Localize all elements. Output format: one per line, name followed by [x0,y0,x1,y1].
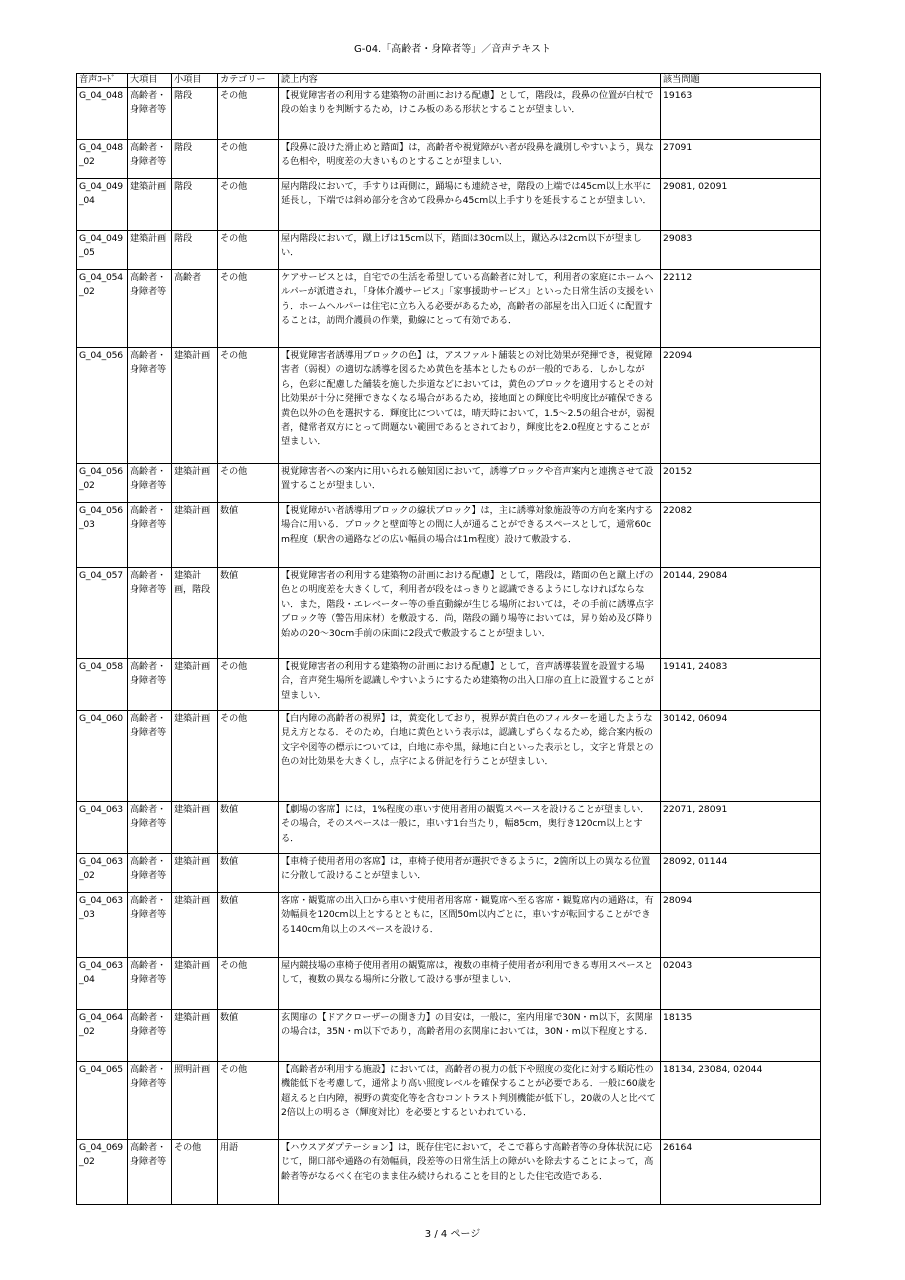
cell-category: 数値 [218,854,279,893]
cell-major: 建築計画 [128,179,172,231]
header-content: 読上内容 [279,74,661,88]
cell-major: 高齢者・身障者等 [128,802,172,854]
header-problems: 該当問題 [661,74,821,88]
cell-content: ケアサービスとは，自宅での生活を希望している高齢者に対して，利用者の家庭にホームヘルパーが派遣され，「身体介護サービス」「家事援助サービス」といった日常生活の支援をいう．ホームヘルパーは住宅に立ち入る必要があるため，高齢者の部屋を出入口近くに配置することは，訪問介護員の作業，動線にとって有効である． [279,270,661,348]
cell-category: 数値 [218,802,279,854]
cell-content: 【高齢者が利用する施設】においては，高齢者の視力の低下や照度の変化に対する順応性の機能低下を考慮して，通常より高い照度レベルを確保することが必要である．一般に60歳を超えると白内障，視野の黄変化等を含むコントラスト判別機能が低下し，20歳の人と比べて2倍以上の明るさ（輝度対比）を必要とするといわれている． [279,1062,661,1140]
cell-code: G_04_060 [77,711,128,802]
cell-content: 【視覚障害者誘導用ブロックの色】は，アスファルト舗装との対比効果が発揮でき，視覚障害者（弱視）の適切な誘導を図るため黄色を基本としたものが一般的である．しかしながら，色彩に配慮した舗装を施した歩道などにおいては，黄色のブロックを適用するとその対比効果が十分に発揮できなくなる場合があるため，接地面との輝度比や明度比が確保できる黄色以外の色を選択する．輝度比については，晴天時において，1.5～2.5の組合せが，弱視者，健常者双方にとって問題ない範囲であるとされており，輝度比を2.0程度とすることが望ましい． [279,348,661,464]
cell-minor: 照明計画 [172,1062,218,1140]
cell-major: 高齢者・身障者等 [128,88,172,140]
cell-major: 高齢者・身障者等 [128,958,172,1010]
cell-category: その他 [218,231,279,270]
header-major: 大項目 [128,74,172,88]
cell-minor: 建築計画 [172,854,218,893]
cell-minor: 建築計画 [172,1010,218,1062]
cell-minor: 高齢者 [172,270,218,348]
cell-category: その他 [218,88,279,140]
cell-major: 高齢者・身障者等 [128,1140,172,1205]
cell-minor: その他 [172,1140,218,1205]
cell-minor: 建築計画 [172,348,218,464]
cell-major: 高齢者・身障者等 [128,1010,172,1062]
cell-content: 【視覚障害者の利用する建築物の計画における配慮】として，階段は，踏面の色と蹴上げの色との明度差を大きくして，利用者が段をはっきりと認識できるようにしなければならない．また，階段・エレベーター等の垂直動線が生じる場所においては，その手前に誘導点字ブロック等（警告用床材）を敷設する．尚，階段の踊り場等においては，昇り始め及び降り始めの20～30cm手前の床面に2段式で敷設することが望ましい． [279,568,661,659]
table-row [77,231,821,270]
cell-major: 高齢者・身障者等 [128,503,172,568]
cell-problems: 02043 [661,958,821,1010]
cell-problems: 30142, 06094 [661,711,821,802]
cell-code: G_04_063_02 [77,854,128,893]
cell-minor: 建築計画 [172,893,218,958]
cell-problems: 29083 [661,231,821,270]
cell-major: 建築計画 [128,231,172,270]
cell-minor: 建築計画，階段 [172,568,218,659]
table-row [77,1010,821,1062]
cell-code: G_04_048 [77,88,128,140]
table-row [77,464,821,503]
cell-problems: 28092, 01144 [661,854,821,893]
cell-minor: 階段 [172,179,218,231]
table-row [77,568,821,659]
cell-code: G_04_063_04 [77,958,128,1010]
cell-minor: 建築計画 [172,659,218,711]
cell-content: 屋内階段において，手すりは両側に，踊場にも連続させ，階段の上端では45cm以上水平に延長し，下端では斜め部分を含めて段鼻から45cm以上手すりを延長することが望ましい． [279,179,661,231]
table-row [77,1140,821,1205]
cell-problems: 29081, 02091 [661,179,821,231]
cell-code: G_04_049_05 [77,231,128,270]
cell-problems: 19141, 24083 [661,659,821,711]
cell-minor: 建築計画 [172,503,218,568]
cell-minor: 建築計画 [172,802,218,854]
cell-content: 【視覚障害者の利用する建築物の計画における配慮】として，階段は，段鼻の位置が白杖で段の始まりを判断するため，けこみ板のある形状とすることが望ましい． [279,88,661,140]
table-header-row [77,74,821,88]
cell-problems: 27091 [661,140,821,179]
cell-category: その他 [218,711,279,802]
cell-code: G_04_069_02 [77,1140,128,1205]
cell-problems: 18135 [661,1010,821,1062]
header-category: カテゴリー [218,74,279,88]
table-row [77,854,821,893]
cell-code: G_04_065 [77,1062,128,1140]
audio-text-table-container [76,73,820,1205]
table-row [77,140,821,179]
table-row [77,659,821,711]
cell-code: G_04_063_03 [77,893,128,958]
cell-minor: 階段 [172,140,218,179]
cell-major: 高齢者・身障者等 [128,270,172,348]
cell-content: 【劇場の客席】には，1%程度の車いす使用者用の観覧スペースを設けることが望ましい．その場合，そのスペースは一般に，車いす1台当たり，幅85cm，奥行き120cm以上とする． [279,802,661,854]
cell-code: G_04_056_02 [77,464,128,503]
cell-content: 屋内階段において，蹴上げは15cm以下，踏面は30cm以上，蹴込みは2cm以下が望ましい． [279,231,661,270]
cell-category: 数値 [218,568,279,659]
cell-minor: 建築計画 [172,464,218,503]
cell-category: 数値 [218,503,279,568]
table-row [77,893,821,958]
cell-content: 【段鼻に設けた滑止めと踏面】は，高齢者や視覚障がい者が段鼻を識別しやすいよう，異なる色相や，明度差の大きいものとすることが望ましい． [279,140,661,179]
cell-code: G_04_064_02 [77,1010,128,1062]
cell-minor: 建築計画 [172,958,218,1010]
table-body [77,88,821,1205]
cell-major: 高齢者・身障者等 [128,659,172,711]
cell-code: G_04_054_02 [77,270,128,348]
table-row [77,88,821,140]
cell-problems: 22112 [661,270,821,348]
table-row [77,503,821,568]
cell-code: G_04_049_04 [77,179,128,231]
cell-major: 高齢者・身障者等 [128,1062,172,1140]
cell-code: G_04_063 [77,802,128,854]
cell-major: 高齢者・身障者等 [128,140,172,179]
cell-category: その他 [218,1062,279,1140]
cell-category: その他 [218,270,279,348]
audio-text-table [76,73,821,1205]
cell-category: 数値 [218,1010,279,1062]
cell-problems: 20144, 29084 [661,568,821,659]
cell-minor: 階段 [172,88,218,140]
cell-category: その他 [218,659,279,711]
cell-category: その他 [218,140,279,179]
cell-code: G_04_048_02 [77,140,128,179]
cell-problems: 22094 [661,348,821,464]
cell-category: 用語 [218,1140,279,1205]
header-code: 音声ｺｰﾄﾞ [77,74,128,88]
table-row [77,711,821,802]
cell-content: 【白内障の高齢者の視界】は，黄変化しており，視界が黄白色のフィルターを通したような見え方となる．そのため，白地に黄色という表示は，認識しずらくなるため，総合案内板の文字や図等の標示については，白地に赤や黒，緑地に白といった表示とし，文字と背景との色の対比効果を大きくし，点字による併記を行うことが望ましい． [279,711,661,802]
cell-major: 高齢者・身障者等 [128,568,172,659]
table-row [77,348,821,464]
cell-problems: 22082 [661,503,821,568]
cell-problems: 20152 [661,464,821,503]
cell-code: G_04_057 [77,568,128,659]
cell-category: その他 [218,348,279,464]
cell-content: 玄関扉の【ドアクローザーの開き力】の目安は，一般に，室内用扉で30N・m以下，玄関扉の場合は，35N・m以下であり，高齢者用の玄関扉においては，30N・m以下程度とする． [279,1010,661,1062]
header-minor: 小項目 [172,74,218,88]
page-footer: 3 / 4 ページ [424,1229,481,1240]
cell-problems: 18134, 23084, 02044 [661,1062,821,1140]
cell-content: 【車椅子使用者用の客席】は，車椅子使用者が選択できるように，2箇所以上の異なる位置に分散して設けることが望ましい． [279,854,661,893]
table-row [77,179,821,231]
cell-problems: 19163 [661,88,821,140]
table-row [77,802,821,854]
cell-category: その他 [218,464,279,503]
cell-major: 高齢者・身障者等 [128,854,172,893]
cell-content: 【視覚障がい者誘導用ブロックの線状ブロック】は，主に誘導対象施設等の方向を案内する場合に用いる．ブロックと壁面等との間に人が通ることができるスペースとして，通常60cm程度（駅舎の通路などの広い幅員の場合は1m程度）設けて敷設する． [279,503,661,568]
cell-content: 【視覚障害者の利用する建築物の計画における配慮】として，音声誘導装置を設置する場合，音声発生場所を認識しやすいようにするため建築物の出入口扉の直上に設置することが望ましい． [279,659,661,711]
cell-category: その他 [218,958,279,1010]
cell-code: G_04_056 [77,348,128,464]
cell-major: 高齢者・身障者等 [128,464,172,503]
cell-problems: 22071, 28091 [661,802,821,854]
cell-major: 高齢者・身障者等 [128,348,172,464]
table-row [77,958,821,1010]
cell-major: 高齢者・身障者等 [128,711,172,802]
cell-content: 視覚障害者への案内に用いられる触知図において，誘導ブロックや音声案内と連携させて設置することが望ましい． [279,464,661,503]
table-row [77,270,821,348]
cell-content: 客席・観覧席の出入口から車いす使用者用客席・観覧席へ至る客席・観覧席内の通路は，有効幅員を120cm以上とするとともに，区間50m以内ごとに，車いすが転回することができる140cm角以上のスペースを設ける． [279,893,661,958]
cell-major: 高齢者・身障者等 [128,893,172,958]
cell-code: G_04_058 [77,659,128,711]
cell-problems: 28094 [661,893,821,958]
cell-content: 屋内競技場の車椅子使用者用の観覧席は，複数の車椅子使用者が利用できる専用スペースとして，複数の異なる場所に分散して設ける事が望ましい． [279,958,661,1010]
cell-content: 【ハウスアダプテーション】は，既存住宅において，そこで暮らす高齢者等の身体状況に応じて，開口部や通路の有効幅員，段差等の日常生活上の障がいを除去することによって，高齢者等がなるべく在宅のまま住み続けられることを目的とした住宅改造である． [279,1140,661,1205]
cell-category: その他 [218,179,279,231]
document-title: G-04.「高齢者・身障者等」／音声テキスト [353,44,552,55]
cell-minor: 階段 [172,231,218,270]
cell-category: 数値 [218,893,279,958]
cell-problems: 26164 [661,1140,821,1205]
table-row [77,1062,821,1140]
cell-minor: 建築計画 [172,711,218,802]
cell-code: G_04_056_03 [77,503,128,568]
